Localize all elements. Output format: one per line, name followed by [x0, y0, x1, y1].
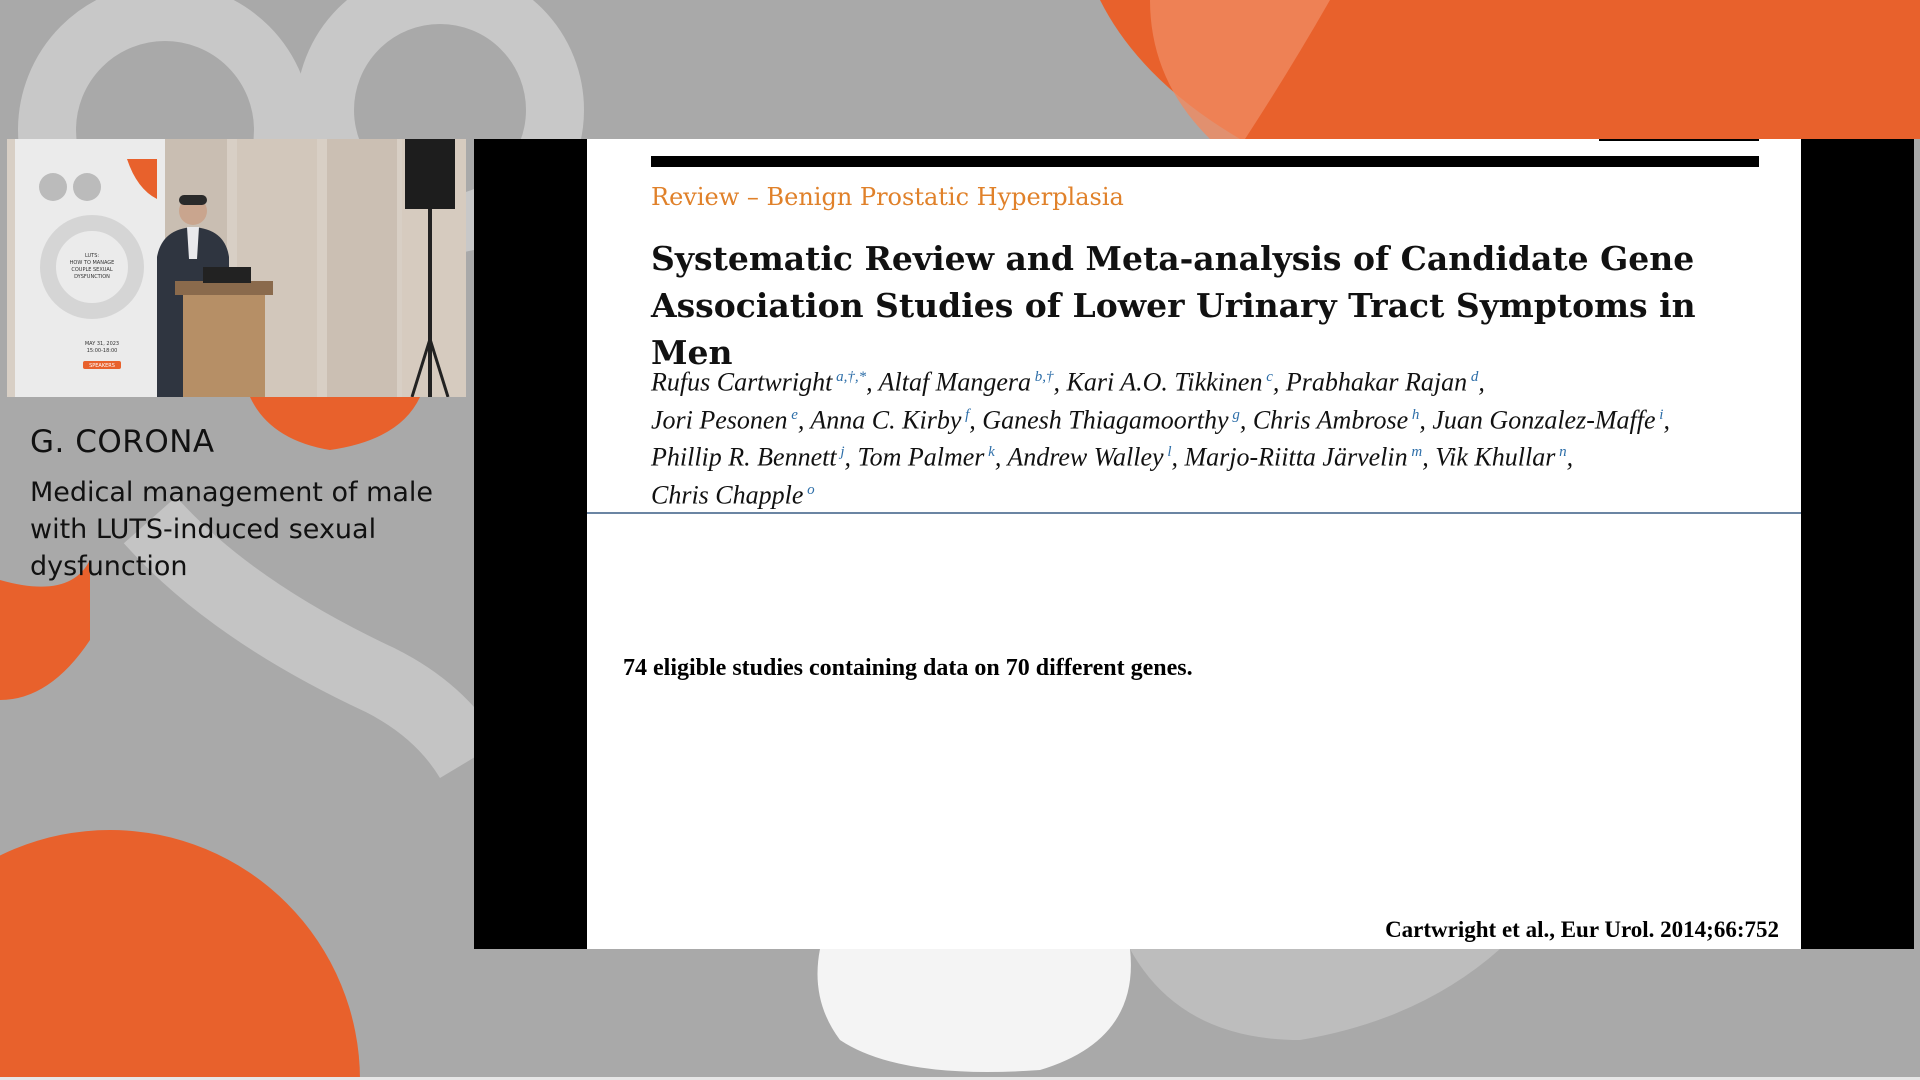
talk-title: Medical management of male with LUTS-induced sexual dysfunction	[30, 477, 434, 582]
author-name: Rufus Cartwright	[651, 367, 833, 397]
author-affiliation: h	[1408, 406, 1420, 423]
author-separator: ,	[1422, 442, 1436, 472]
author-name: Ganesh Thiagamoorthy	[982, 405, 1229, 435]
author-name: Altaf Mangera	[878, 367, 1031, 397]
banner-text-4: DYSFUNCTION	[74, 274, 110, 280]
banner-button: SPEAKERS	[89, 363, 115, 369]
author-separator: ,	[1419, 405, 1433, 435]
banner-date-2: 15:00-18:00	[86, 348, 118, 354]
article-type: Review – Benign Prostatic Hyperplasia	[651, 183, 1124, 211]
author-name: Andrew Walley	[1007, 442, 1164, 472]
author-name: Phillip R. Bennett	[651, 442, 837, 472]
author-affiliation: k	[984, 444, 995, 461]
author-separator: ,	[844, 442, 858, 472]
author-separator: ,	[1566, 442, 1574, 472]
speaker-video	[7, 139, 466, 397]
author-affiliation: n	[1555, 444, 1567, 461]
author-separator: ,	[1239, 405, 1253, 435]
author-name: Vik Khullar	[1435, 442, 1556, 472]
author-affiliation: o	[803, 481, 815, 498]
paper-excerpt	[587, 139, 1801, 949]
author-affiliation: f	[961, 406, 970, 423]
author-separator: ,	[797, 405, 811, 435]
author-name: Marjo-Riitta Järvelin	[1184, 442, 1408, 472]
article-title: Systematic Review and Meta-analysis of Candidate Gene Association Studies of Lower Urinary Tract Symptoms in Men	[651, 239, 1696, 372]
author-affiliation: m	[1407, 444, 1423, 461]
author-name: Kari A.O. Tikkinen	[1066, 367, 1263, 397]
author-affiliation: g	[1228, 406, 1240, 423]
author-affiliation: l	[1163, 444, 1172, 461]
citation: Cartwright et al., Eur Urol. 2014;66:752	[1385, 917, 1779, 942]
author-separator: ,	[1272, 367, 1286, 397]
author-separator: ,	[866, 367, 879, 397]
author-affiliation: i	[1655, 406, 1664, 423]
author-affiliation: b,†	[1030, 369, 1054, 385]
key-finding: 74 eligible studies containing data on 70 different genes.	[623, 655, 1193, 681]
author-affiliation: j	[836, 444, 845, 461]
author-affiliation: a,†,*	[832, 369, 867, 385]
speaker-name: G. CORONA	[30, 424, 215, 460]
author-separator: ,	[1053, 367, 1067, 397]
author-name: Anna C. Kirby	[810, 405, 962, 435]
author-separator: ,	[1478, 367, 1485, 397]
author-separator: ,	[1171, 442, 1185, 472]
author-name: Chris Ambrose	[1252, 405, 1409, 435]
banner-date-1: MAY 31, 2023	[84, 341, 120, 347]
author-name: Jori Pesonen	[651, 405, 788, 435]
author-affiliation: d	[1467, 369, 1479, 385]
author-name: Juan Gonzalez-Maffe	[1432, 405, 1656, 435]
header-thin-rule	[1599, 139, 1759, 141]
section-divider	[587, 512, 1801, 514]
author-affiliation: c	[1262, 369, 1273, 385]
author-separator: ,	[969, 405, 983, 435]
author-separator: ,	[994, 442, 1008, 472]
speaker-info	[30, 424, 450, 585]
author-separator: ,	[1663, 405, 1670, 435]
author-affiliation: e	[787, 406, 798, 423]
banner-text-1: LUTS:	[84, 253, 100, 259]
presentation-slide	[474, 139, 1914, 949]
author-list	[651, 361, 1761, 512]
author-name: Tom Palmer	[857, 442, 985, 472]
banner-text-2: HOW TO MANAGE	[69, 260, 115, 266]
banner-text-3: COUPLE SEXUAL	[71, 267, 113, 273]
header-rule	[651, 156, 1759, 167]
author-name: Chris Chapple	[651, 480, 804, 510]
author-name: Prabhakar Rajan	[1285, 367, 1468, 397]
